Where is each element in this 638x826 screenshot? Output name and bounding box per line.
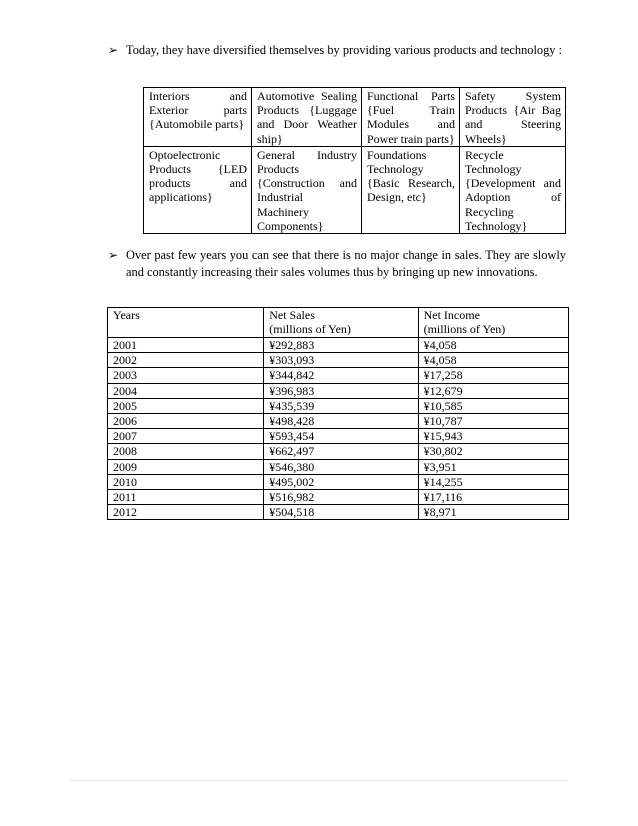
sales-table-body — [108, 338, 569, 520]
cell-net-income: ¥3,951 — [418, 459, 568, 474]
cell-net-sales: ¥516,982 — [264, 490, 418, 505]
table-row — [108, 490, 569, 505]
cell-net-sales: ¥344,842 — [264, 368, 418, 383]
arrow-bullet-icon: ➢ — [108, 43, 119, 57]
cell-net-sales: ¥546,380 — [264, 459, 418, 474]
cell-year: 2004 — [108, 383, 264, 398]
cell-net-income: ¥10,585 — [418, 398, 568, 413]
cell-year: 2003 — [108, 368, 264, 383]
cell-year: 2002 — [108, 353, 264, 368]
footer-divider — [70, 780, 568, 781]
bullet-diversified — [108, 42, 566, 59]
cell-net-income: ¥4,058 — [418, 338, 568, 353]
table-cell: Functional Parts {Fuel Train Modules and Power train parts} — [362, 88, 460, 147]
table-row — [108, 338, 569, 353]
arrow-bullet-icon: ➢ — [108, 248, 119, 262]
cell-net-sales: ¥435,539 — [264, 398, 418, 413]
cell-net-income: ¥12,679 — [418, 383, 568, 398]
table-row — [108, 474, 569, 489]
cell-net-income: ¥30,802 — [418, 444, 568, 459]
cell-year: 2007 — [108, 429, 264, 444]
header-net-sales-line2: (millions of Yen) — [269, 322, 351, 337]
header-years-label: Years — [113, 308, 140, 322]
cell-net-sales: ¥396,983 — [264, 383, 418, 398]
cell-year: 2001 — [108, 338, 264, 353]
header-years — [108, 308, 264, 338]
bullet-text: Today, they have diversified themselves by providing various products and technology : — [126, 43, 563, 57]
cell-net-sales: ¥498,428 — [264, 414, 418, 429]
cell-year: 2006 — [108, 414, 264, 429]
cell-net-sales: ¥495,002 — [264, 474, 418, 489]
table-row — [108, 505, 569, 520]
cell-year: 2005 — [108, 398, 264, 413]
table-cell: Optoelectronic Products {LED products and applications} — [144, 146, 252, 233]
table-header-row — [108, 308, 569, 338]
cell-net-income: ¥14,255 — [418, 474, 568, 489]
table-row — [144, 88, 566, 147]
table-row — [144, 146, 566, 233]
cell-net-income: ¥15,943 — [418, 429, 568, 444]
cell-net-income: ¥8,971 — [418, 505, 568, 520]
table-row — [108, 368, 569, 383]
table-row — [108, 414, 569, 429]
table-row — [108, 459, 569, 474]
cell-year: 2011 — [108, 490, 264, 505]
header-net-income-line1: Net Income — [423, 308, 480, 322]
cell-net-sales: ¥662,497 — [264, 444, 418, 459]
table-cell: Foundations Technology {Basic Research, Design, etc} — [362, 146, 460, 233]
product-categories-table — [143, 87, 566, 234]
table-row — [108, 429, 569, 444]
table-cell: General Industry Products {Construction and Industrial Machinery Components} — [252, 146, 362, 233]
header-net-income — [418, 308, 568, 338]
cell-year: 2008 — [108, 444, 264, 459]
cell-year: 2012 — [108, 505, 264, 520]
header-net-sales-line1: Net Sales — [269, 308, 315, 322]
bullet-text: Over past few years you can see that there is no major change in sales. They are slowly and constantly increasing their sales volumes thus by bringing up new innovations. — [126, 248, 566, 279]
cell-net-income: ¥4,058 — [418, 353, 568, 368]
header-net-sales — [264, 308, 418, 338]
sales-income-table — [107, 307, 569, 520]
cell-year: 2010 — [108, 474, 264, 489]
cell-net-income: ¥17,116 — [418, 490, 568, 505]
table-row — [108, 444, 569, 459]
cell-net-sales: ¥292,883 — [264, 338, 418, 353]
header-net-income-line2: (millions of Yen) — [423, 322, 506, 337]
table-cell: Automotive Sealing Products {Luggage and Door Weather ship} — [252, 88, 362, 147]
table-cell: Interiors and Exterior parts {Automobile parts} — [144, 88, 252, 147]
cell-net-sales: ¥504,518 — [264, 505, 418, 520]
table-row — [108, 383, 569, 398]
table-row — [108, 398, 569, 413]
cell-net-sales: ¥303,093 — [264, 353, 418, 368]
cell-net-income: ¥10,787 — [418, 414, 568, 429]
cell-year: 2009 — [108, 459, 264, 474]
bullet-sales-trend — [108, 247, 566, 281]
table-cell: Recycle Technology {Development and Adoption of Recycling Technology} — [460, 146, 566, 233]
cell-net-income: ¥17,258 — [418, 368, 568, 383]
table-cell: Safety System Products {Air Bag and Steering Wheels} — [460, 88, 566, 147]
cell-net-sales: ¥593,454 — [264, 429, 418, 444]
table-row — [108, 353, 569, 368]
